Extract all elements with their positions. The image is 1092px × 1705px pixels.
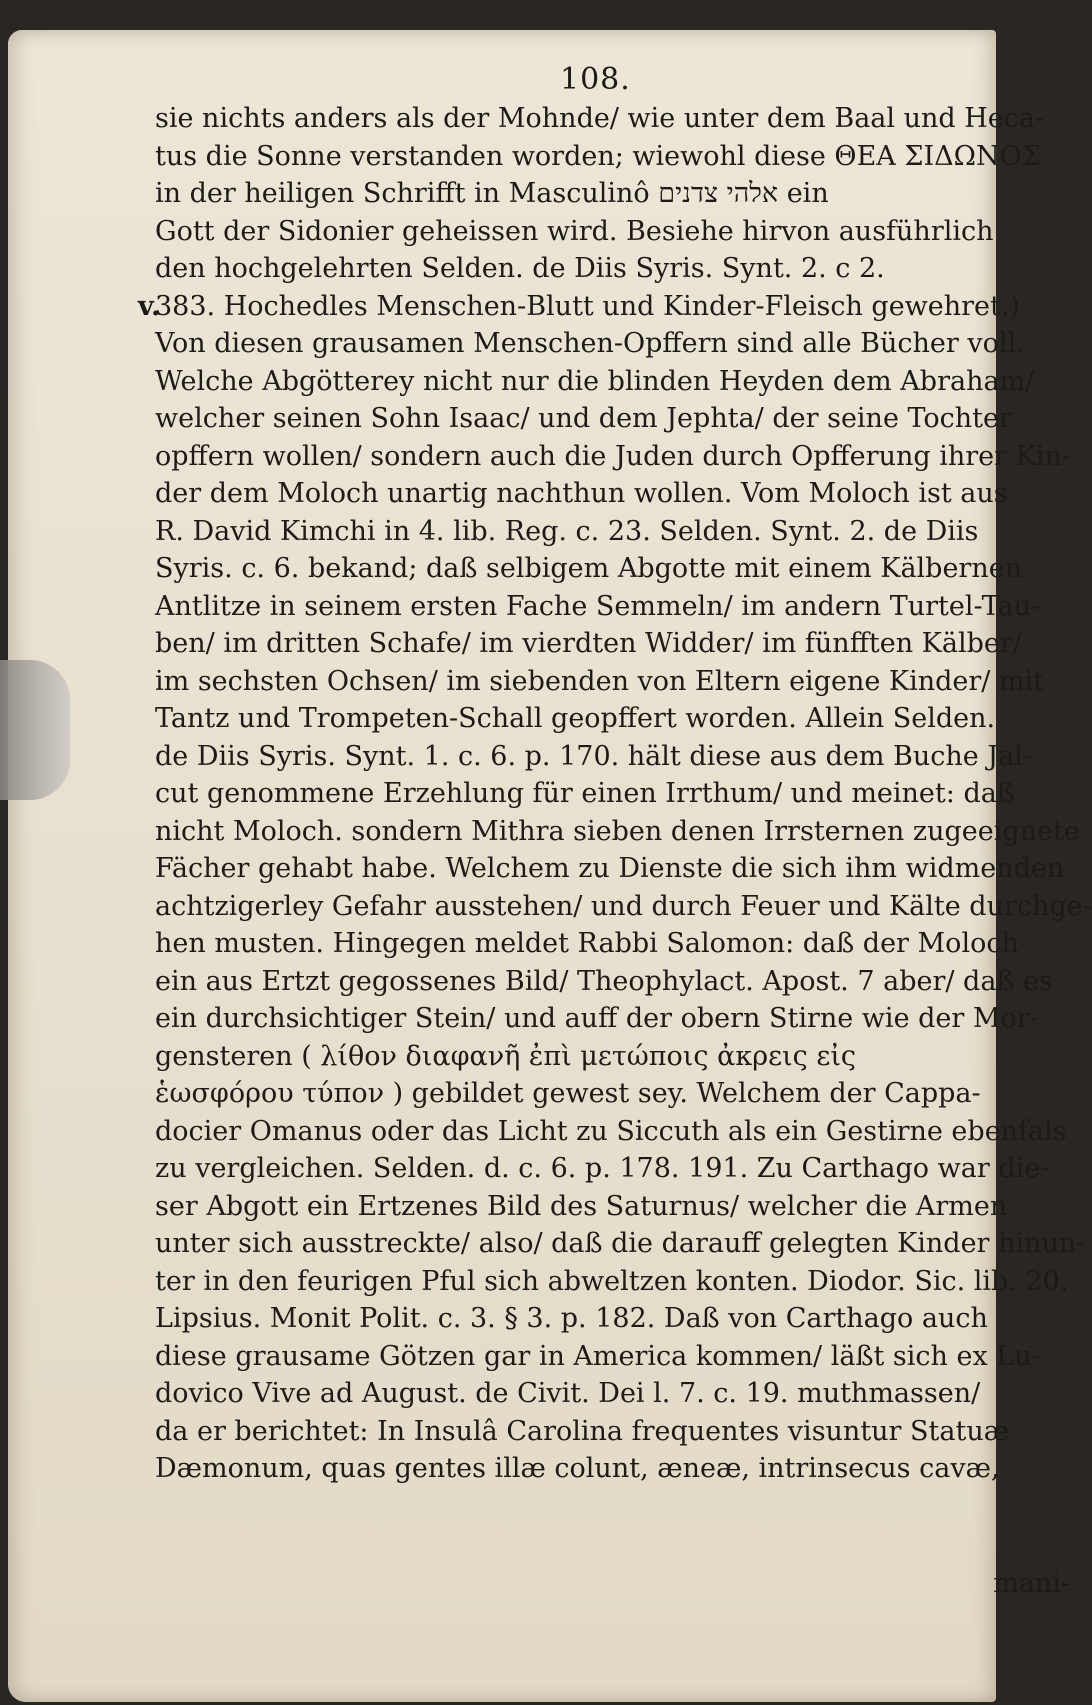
text-line: gensteren ( λίθον διαφανῆ ἐπὶ μετώποις ἀκρεις εἰς	[155, 1040, 857, 1072]
text-line: Gott der Sidonier geheissen wird. Besiehe hirvon ausführlich	[155, 215, 994, 247]
text-line: ser Abgott ein Ertzenes Bild des Saturnus/ welcher die Armen	[155, 1190, 1008, 1222]
text-line: opffern wollen/ sondern auch die Juden durch Opfferung ihrer Kin-	[155, 440, 1071, 472]
text-line: hen musten. Hingegen meldet Rabbi Salomon: daß der Moloch	[155, 928, 1019, 959]
text-line: sie nichts anders als der Mohnde/ wie unter dem Baal und Heca-	[155, 103, 1045, 134]
text-line: im sechsten Ochsen/ im siebenden von Eltern eigene Kinder/ mit	[155, 665, 1045, 697]
text-line: den hochgelehrten Selden. de Diis Syris. Synt. 2. c 2.	[155, 253, 885, 284]
text-line: ein durchsichtiger Stein/ und auff der obern Stirne wie der Mor-	[155, 1003, 1039, 1034]
page-number: 108.	[560, 62, 631, 97]
text-line: Syris. c. 6. bekand; daß selbigem Abgotte mit einem Kälbernen	[155, 553, 1023, 584]
body-text	[155, 100, 1092, 1488]
text-line: Welche Abgötterey nicht nur die blinden Heyden dem Abraham/	[155, 365, 1035, 397]
text-line: tus die Sonne verstanden worden; wiewohl diese ΘΕΑ ΣΙΔΩΝΟΣ	[155, 140, 1041, 172]
text-line: Dæmonum, quas gentes illæ colunt, æneæ, intrinsecus cavæ,	[155, 1453, 1000, 1484]
text-line: Tantz und Trompeten-Schall geopffert worden. Allein Selden.	[155, 703, 996, 734]
text-line: achtzigerley Gefahr ausstehen/ und durch Feuer und Kälte durchge-	[155, 890, 1092, 922]
text-line: diese grausame Götzen gar in America kommen/ läßt sich ex Lu-	[155, 1340, 1041, 1372]
text-line: 383. Hochedles Menschen-Blutt und Kinder-Fleisch gewehret.)	[155, 290, 1021, 322]
text-line: ben/ im dritten Schafe/ im vierdten Widder/ im fünfften Kälber/	[155, 628, 1022, 659]
page-tab-marker	[0, 660, 70, 800]
text-line: nicht Moloch. sondern Mithra sieben denen Irrsternen zugeeignete	[155, 815, 1080, 847]
text-line: R. David Kimchi in 4. lib. Reg. c. 23. Selden. Synt. 2. de Diis	[155, 515, 979, 547]
text-line: ein aus Ertzt gegossenes Bild/ Theophylact. Apost. 7 aber/ daß es	[155, 965, 1053, 997]
text-line: docier Omanus oder das Licht zu Siccuth als ein Gestirne ebenfals	[155, 1115, 1067, 1147]
text-line: welcher seinen Sohn Isaac/ und dem Jephta/ der seine Tochter	[155, 403, 1012, 434]
text-line: Fächer gehabt habe. Welchem zu Dienste die sich ihm widmenden	[155, 853, 1065, 884]
catchword: mani-	[993, 1568, 1070, 1599]
text-line: Antlitze in seinem ersten Fache Semmeln/ im andern Turtel-Tau-	[155, 590, 1041, 622]
text-line: zu vergleichen. Selden. d. c. 6. p. 178. 191. Zu Carthago war die-	[155, 1153, 1050, 1184]
text-line: dovico Vive ad August. de Civit. Dei l. 7. c. 19. muthmassen/	[155, 1378, 981, 1409]
text-line: der dem Moloch unartig nachthun wollen. Vom Moloch ist aus	[155, 478, 1008, 509]
text-line: ἑωσφόρου τύπον ) gebildet gewest sey. Welchem der Cappa-	[155, 1078, 981, 1109]
margin-note: v.	[138, 290, 161, 322]
text-line: cut genommene Erzehlung für einen Irrthum/ und meinet: daß	[155, 778, 1015, 809]
text-line: in der heiligen Schrifft in Masculinô אלהי צדנים ein	[155, 178, 829, 209]
text-line: unter sich ausstreckte/ also/ daß die darauff gelegten Kinder hinun-	[155, 1228, 1086, 1259]
text-line: Lipsius. Monit Polit. c. 3. § 3. p. 182. Daß von Carthago auch	[155, 1303, 988, 1334]
text-line: da er berichtet: In Insulâ Carolina frequentes visuntur Statuæ	[155, 1415, 1010, 1447]
text-line: de Diis Syris. Synt. 1. c. 6. p. 170. hält diese aus dem Buche Jal-	[155, 740, 1033, 772]
text-line: ter in den feurigen Pful sich abweltzen konten. Diodor. Sic. lib. 20.	[155, 1265, 1069, 1297]
text-line: Von diesen grausamen Menschen-Opffern sind alle Bücher voll.	[155, 328, 1025, 359]
